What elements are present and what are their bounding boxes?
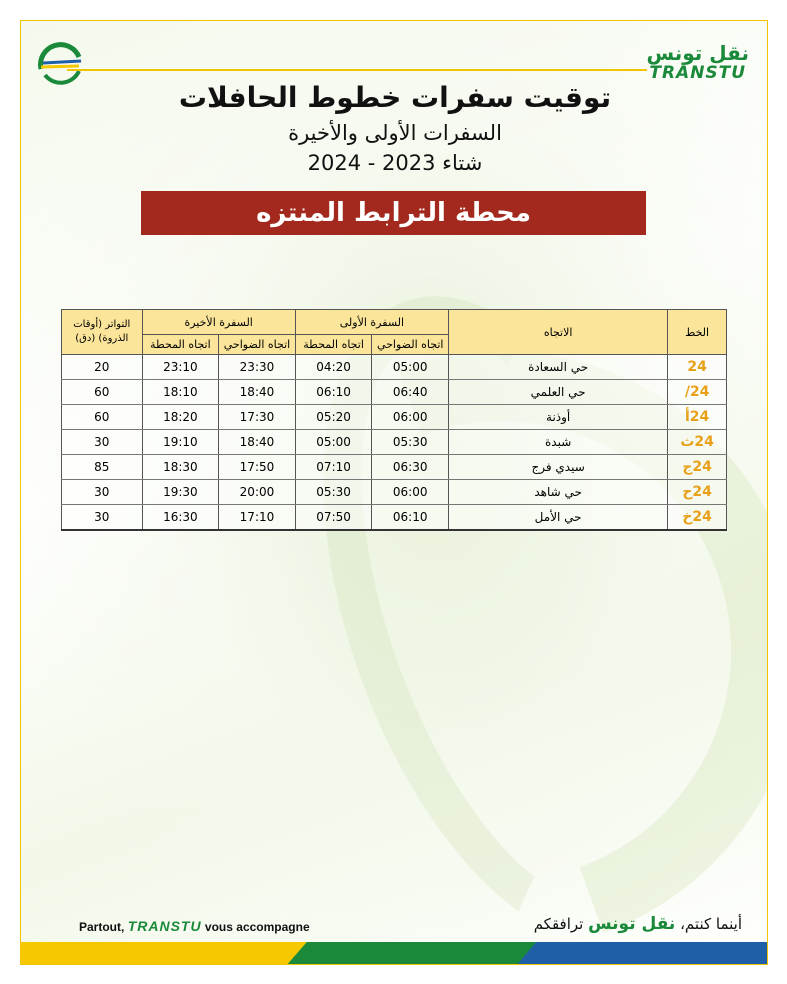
header-last-station: اتجاه المحطة — [142, 335, 219, 355]
last-station-cell: 16:30 — [142, 505, 219, 531]
last-station-cell: 18:20 — [142, 405, 219, 430]
table-row — [62, 405, 727, 430]
last-station-cell: 23:10 — [142, 355, 219, 380]
last-suburbs-cell: 17:10 — [219, 505, 296, 531]
last-station-cell: 18:10 — [142, 380, 219, 405]
page-title: توقيت سفرات خطوط الحافلات — [178, 81, 612, 114]
line-number: 24/ — [668, 380, 727, 405]
first-suburbs-cell: 06:30 — [372, 455, 449, 480]
direction-cell: حي السعادة — [449, 355, 668, 380]
page-subtitle: السفرات الأولى والأخيرة — [288, 121, 502, 145]
slogan-french — [79, 918, 310, 934]
last-suburbs-cell: 17:30 — [219, 405, 296, 430]
schedule-table — [61, 309, 727, 531]
header-last-suburbs: اتجاه الضواحي — [219, 335, 296, 355]
line-number: 24 — [668, 355, 727, 380]
first-suburbs-cell: 05:00 — [372, 355, 449, 380]
last-suburbs-cell: 20:00 — [219, 480, 296, 505]
slogan-ar-brand: نقل تونس — [588, 914, 676, 934]
first-station-cell: 05:20 — [295, 405, 372, 430]
slogan-ar-before: أينما كنتم، — [680, 915, 742, 933]
slogan-arabic — [534, 914, 742, 934]
line-number: 24ح — [668, 480, 727, 505]
first-station-cell: 04:20 — [295, 355, 372, 380]
header-first-suburbs: اتجاه الضواحي — [372, 335, 449, 355]
table-row — [62, 455, 727, 480]
first-station-cell: 06:10 — [295, 380, 372, 405]
slogan-fr-after: vous accompagne — [204, 920, 310, 934]
table-row — [62, 505, 727, 531]
first-station-cell: 05:00 — [295, 430, 372, 455]
direction-cell: شبدة — [449, 430, 668, 455]
last-station-cell: 18:30 — [142, 455, 219, 480]
header-rule — [67, 69, 647, 71]
frequency-cell: 30 — [62, 430, 143, 455]
frequency-cell: 30 — [62, 505, 143, 531]
last-suburbs-cell: 23:30 — [219, 355, 296, 380]
frequency-cell: 60 — [62, 380, 143, 405]
first-suburbs-cell: 06:10 — [372, 505, 449, 531]
first-suburbs-cell: 06:00 — [372, 405, 449, 430]
footer-stripe-green — [286, 942, 546, 965]
header-line: الخط — [668, 310, 727, 355]
header-direction: الاتجاه — [449, 310, 668, 355]
line-number: 24أ — [668, 405, 727, 430]
table-row — [62, 355, 727, 380]
first-suburbs-cell: 06:00 — [372, 480, 449, 505]
frequency-cell: 30 — [62, 480, 143, 505]
table-row — [62, 430, 727, 455]
transtu-emblem-icon — [35, 39, 85, 87]
slogan-fr-brand: TRANSTU — [127, 918, 202, 934]
direction-cell: سيدي فرج — [449, 455, 668, 480]
direction-cell: حي العلمي — [449, 380, 668, 405]
line-number: 24خ — [668, 505, 727, 531]
direction-cell: حي شاهد — [449, 480, 668, 505]
brand-arabic: نقل تونس — [646, 41, 749, 65]
header-last-trip: السفرة الأخيرة — [142, 310, 295, 335]
last-station-cell: 19:30 — [142, 480, 219, 505]
first-suburbs-cell: 06:40 — [372, 380, 449, 405]
header-first-trip: السفرة الأولى — [295, 310, 448, 335]
last-suburbs-cell: 18:40 — [219, 430, 296, 455]
last-suburbs-cell: 18:40 — [219, 380, 296, 405]
first-suburbs-cell: 05:30 — [372, 430, 449, 455]
first-station-cell: 07:10 — [295, 455, 372, 480]
brand-logo — [646, 43, 749, 82]
first-station-cell: 07:50 — [295, 505, 372, 531]
frequency-cell: 85 — [62, 455, 143, 480]
line-number: 24ج — [668, 455, 727, 480]
first-station-cell: 05:30 — [295, 480, 372, 505]
table-row — [62, 480, 727, 505]
direction-cell: أوذنة — [449, 405, 668, 430]
brand-latin: TRANSTU — [649, 63, 747, 83]
direction-cell: حي الأمل — [449, 505, 668, 531]
timetable-page — [20, 20, 768, 965]
header-frequency: التواتر (أوقات الذروة) (دق) — [62, 310, 143, 355]
footer-stripe-blue — [516, 942, 768, 965]
last-station-cell: 19:10 — [142, 430, 219, 455]
line-number: 24ث — [668, 430, 727, 455]
header-first-station: اتجاه المحطة — [295, 335, 372, 355]
table-row — [62, 380, 727, 405]
slogan-fr-before: Partout, — [79, 920, 125, 934]
season-label: شتاء 2023 - 2024 — [307, 151, 483, 175]
footer-stripe-yellow — [21, 942, 321, 965]
last-suburbs-cell: 17:50 — [219, 455, 296, 480]
frequency-cell: 20 — [62, 355, 143, 380]
slogan-ar-after: ترافقكم — [533, 915, 584, 933]
station-banner: محطة الترابط المنتزه — [141, 191, 646, 235]
frequency-cell: 60 — [62, 405, 143, 430]
